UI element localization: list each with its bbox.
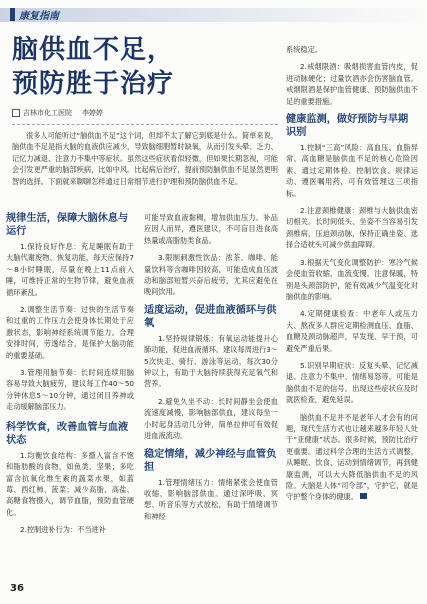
paragraph: 2.避免久坐不动：长时间静坐会使血流速度减慢，影响脑部供血，建议每坐一小时起身活动几分钟，简单拉伸可有效促进血液流动。 <box>144 396 278 441</box>
paragraph: 2.注意颈椎健康：颈椎与大脑供血密切相关。长时间低头、坐姿不当容易引发颈椎病，压迫颈动脉，保持正确坐姿、选择合适枕头可减少供血障碍。 <box>286 206 418 250</box>
section-heading-emotion: 稳定情绪，减少神经与血管负担 <box>144 448 277 473</box>
paragraph: 1.管理情绪压力：情绪紧张会使血管收缩，影响脑部供血。通过深呼吸、冥想、听音乐等方式放松，有助于情绪调节和神经 <box>144 477 278 521</box>
paragraph: 5.识别早期症状：反复头晕、记忆减退、注意力不集中、情绪易怒等，可能是脑供血不足的信号。出现这些症状应及时就医检查，避免延误。 <box>286 360 418 405</box>
header-marker-icon <box>10 8 15 21</box>
paragraph: 2.控制进补行为：不当进补 <box>20 525 106 535</box>
title-divider <box>12 124 278 125</box>
paragraph: 1.保持良好作息：充足睡眠有助于大脑代谢废物、恢复功能，每天应保持7～8小时睡眠，尽量在晚上11点前入睡，可维持正常的生物节律，避免血液循环紊乱。 <box>6 242 134 297</box>
paragraph: 3.限制刺激性饮品：浓茶、咖啡、能量饮料等含咖啡因较高，可能造成血压波动和脑部短暂兴奋后疲劳，尤其应避免在晚间饮用。 <box>144 253 278 297</box>
paragraph: 1.均衡饮食结构：多摄入富含不饱和脂肪酸的食物，如鱼类、坚果；多吃富含抗氧化维生素的蔬菜水果，如蓝莓、西红柿、菠菜；减少高脂、高盐、高糖食物摄入，调节血脂，预防血管硬化。 <box>6 450 134 517</box>
paragraph: 1.坚持规律锻炼：有氧运动能提升心肺功能，促进血液循环。建议每周进行3～5次快走、骑行、游泳等运动，每次30分钟以上，有助于大脑持续获得充足氧气和营养。 <box>144 333 278 389</box>
section-heading-diet: 科学饮食，改善血管与血液状态 <box>6 421 129 446</box>
title-line-2: 预防胜于治疗 <box>12 69 175 99</box>
end-mark-icon <box>360 493 367 499</box>
header-band <box>0 8 427 22</box>
column-1 <box>6 212 134 536</box>
paragraph: 2.调整生活节奏：过快的生活节奏和过重的工作压力会使身体长期处于应激状态，影响神经系统调节能力。合理安排时间，劳逸结合，是保护大脑功能的重要基础。 <box>6 305 134 360</box>
paragraph: 4.定期健康检查：中老年人或压力大、熬夜多人群应定期检测血压、血脂、血糖及颈动脉超声，早发现、早干预，可避免严重后果。 <box>286 309 418 353</box>
header-section-label <box>10 6 59 23</box>
header-section-text: 康复指南 <box>19 11 59 22</box>
paragraph: 3.管理用脑节奏：长时间连续用脑容易导致大脑疲劳，建议每工作40～50分钟休息5～10分钟，通过闭目养神或走动缓解脑部压力。 <box>6 368 134 412</box>
column-3 <box>286 44 418 503</box>
paragraph: 可能导致血液黏稠，增加供血压力。补品应因人而异，遵医建议，不可盲目进食高热量或高脂肪类食品。 <box>144 213 278 245</box>
byline-square-icon <box>12 109 20 117</box>
section-heading-sleep: 规律生活，保障大脑休息与运行 <box>6 213 129 237</box>
paragraph: 3.根据天气变化调整防护：寒冷气候会使血管收缩，血流变慢。注意保暖，特别是头颈部防护，能有效减少气温变化对脑供血的影响。 <box>286 257 418 301</box>
author-affiliation: 吉林市化工医院 <box>23 109 72 117</box>
page-title <box>12 34 282 100</box>
author-name: 李婷婷 <box>82 109 103 117</box>
closing-paragraph: 脑供血不足并不是老年人才会有的问题，现代生活方式也让越来越多年轻人处于“亚健康”状态。很多时候，预防比治疗更重要。通过科学合理的生活方式调整，从睡眠、饮食、运动到情绪调节，再到健康监测，可以大大降低脑供血不足的风险。大脑是人体“司令部”，守护它，就是守护整个身体的健康。 <box>286 412 418 502</box>
title-line-1: 脑供血不足， <box>12 35 175 65</box>
page-number: 36 <box>10 583 24 594</box>
section-heading-exercise: 适度运动，促进血液循环与供氧 <box>144 304 277 329</box>
paragraph: 1.控制“三高”风险：高血压、血脂异常、高血糖是脑供血不足的核心危险因素，通过定期体检、控制饮食、规律运动、遵医嘱用药，可有效管理这三项指标。 <box>286 143 418 198</box>
paragraph: 系统稳定。 <box>286 45 322 54</box>
column-2 <box>144 212 278 522</box>
byline <box>12 108 103 118</box>
paragraph: 2.戒烟限酒：吸烟损害血管内皮，促进动脉硬化；过量饮酒亦会伤害脑血管。戒烟限酒是保护血管健康、预防脑供血不足的重要措施。 <box>286 62 418 106</box>
section-heading-monitoring: 健康监测，做好预防与早期识别 <box>286 114 409 139</box>
intro-paragraph: 很多人可能听过“脑供血不足”这个词，但却不太了解它到底是什么。简单来说，脑供血不足是指大脑的血液供应减少，导致脑细胞暂时缺氧，从而引发头晕、乏力、记忆力减退、注意力不集中等症状。虽然这些症状看似轻微，但如果长期忽视，可能会引发更严重的脑部疾病，比如中风。比起病后治疗，提前预防脑供血不足显然更明智的选择。下面就来聊聊怎样通过日常细节进行护理和预防脑供血不足。 <box>12 131 278 186</box>
